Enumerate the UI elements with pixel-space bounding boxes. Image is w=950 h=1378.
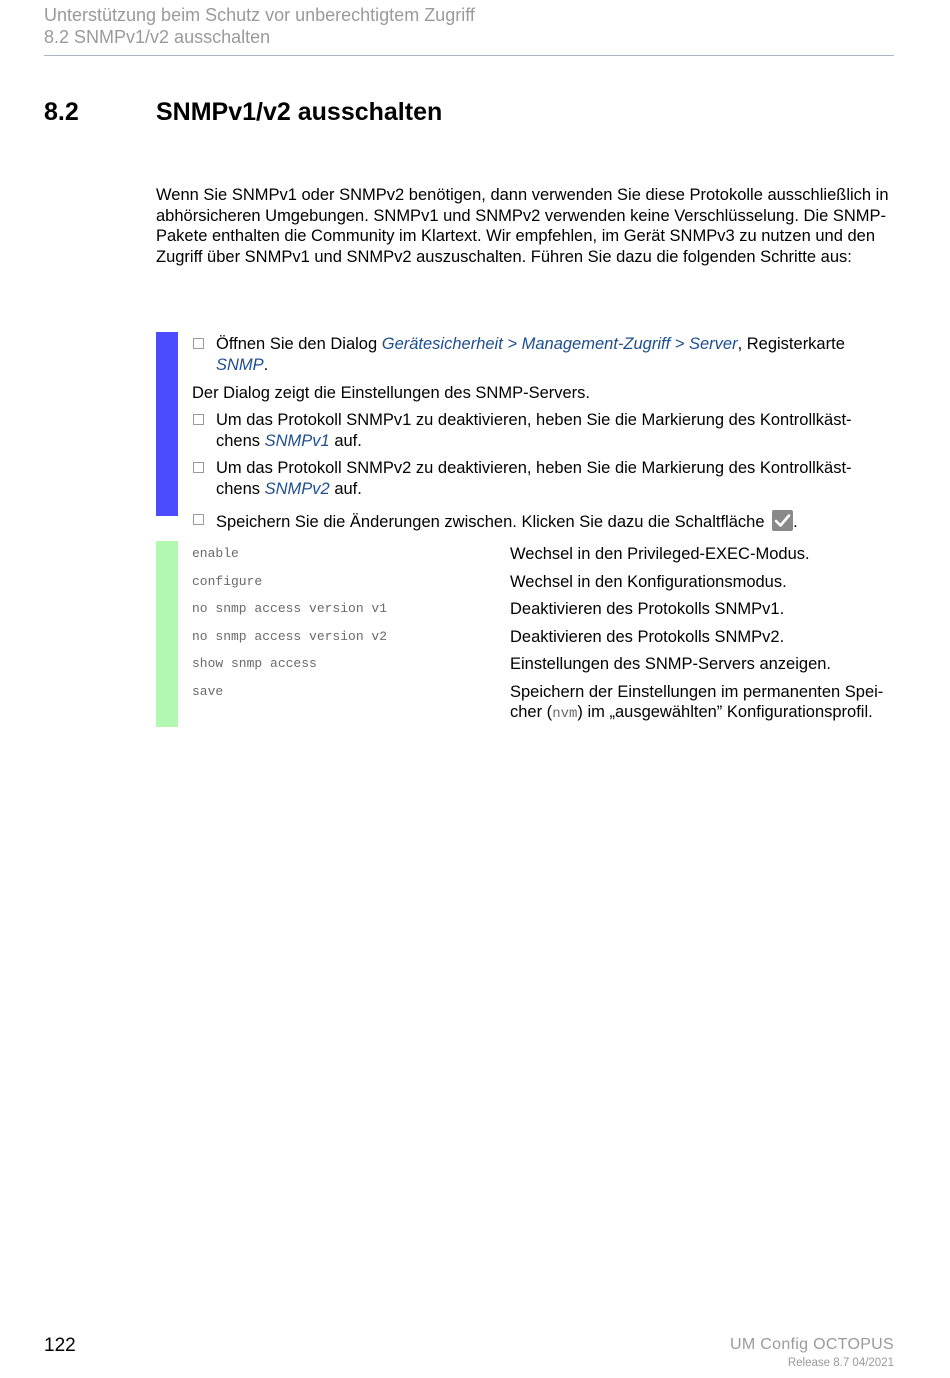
cli-description: Wechsel in den Konfigurationsmodus.	[510, 572, 787, 591]
desc-text: ) im „ausgewählten” Konfigurationsprofil.	[577, 703, 873, 721]
checkbox-icon	[193, 338, 204, 349]
cli-row	[192, 544, 897, 572]
step-text: .	[793, 513, 798, 531]
cli-description: Deaktivieren des Protokolls SNMPv1.	[510, 600, 785, 618]
cli-table	[192, 544, 897, 726]
cli-command: no snmp access version v2	[192, 628, 388, 644]
instructions-marker-bar	[156, 332, 178, 516]
footer-document-name: UM Config OCTOPUS	[730, 1336, 894, 1353]
cli-description: Wechsel in den Privileged-EXEC-Modus.	[510, 545, 810, 563]
step-text: auf.	[329, 480, 362, 498]
desc-text: Speichern der Einstellungen im permanenten Spei-cher (	[510, 682, 884, 721]
cli-row	[192, 599, 897, 627]
footer-info	[730, 1336, 894, 1369]
cli-row	[192, 682, 897, 726]
page-number: 122	[44, 1335, 76, 1356]
cli-row	[192, 572, 897, 600]
header-rule	[44, 55, 894, 56]
cli-command: enable	[192, 546, 239, 561]
inline-code: nvm	[552, 706, 578, 722]
cli-description	[510, 682, 900, 725]
checkbox-icon	[193, 462, 204, 473]
cli-command: save	[192, 683, 224, 699]
step-disable-snmpv1	[192, 410, 892, 452]
step-text: auf.	[329, 432, 362, 450]
tab-name: SNMP	[216, 356, 264, 374]
cli-row	[192, 654, 897, 682]
section-number: 8.2	[44, 98, 79, 126]
checkbox-icon	[193, 414, 204, 425]
cli-description: Einstellungen des SNMP-Servers anzeigen.	[510, 655, 832, 673]
step-text: .	[263, 356, 269, 374]
checkmark-button-icon	[772, 510, 793, 531]
step-text: , Registerkarte	[737, 335, 845, 353]
intro-paragraph: Wenn Sie SNMPv1 oder SNMPv2 benötigen, dann verwenden Sie diese Protokolle ausschließlich in abhörsicheren Umgebungen. SNMPv1 und SNMPv2 verwenden keine Verschlüsselung. Die SNMP-Pakete enthalten die Community im Klartext. Wir empfehlen, im Gerät SNMPv3 zu nutzen und den Zugriff über SNMPv1 und SNMPv2 auszuschalten. Führen Sie dazu die folgenden Schritte aus:	[156, 186, 889, 266]
step-text: Um das Protokoll SNMPv1 zu deaktivieren, heben Sie die Markierung des Kontrollkäst-chens	[216, 411, 852, 450]
dialog-path: Gerätesicherheit > Management-Zugriff > Server	[381, 335, 738, 353]
header-section: 8.2 SNMPv1/v2 ausschalten	[44, 27, 271, 47]
footer-release: Release 8.7 04/2021	[787, 1357, 894, 1369]
header-chapter: Unterstützung beim Schutz vor unberechtigtem Zugriff	[44, 5, 475, 25]
cli-marker-bar	[156, 541, 178, 727]
checkbox-label-snmpv1: SNMPv1	[264, 432, 330, 450]
running-header	[44, 4, 894, 48]
step-text: Öffnen Sie den Dialog	[216, 335, 382, 353]
cli-command: show snmp access	[192, 656, 317, 671]
cli-command: no snmp access version v1	[192, 601, 388, 616]
dialog-info-text: Der Dialog zeigt die Einstellungen des SNMP-Servers.	[192, 384, 591, 402]
cli-description: Deaktivieren des Protokolls SNMPv2.	[510, 627, 785, 646]
step-text: Speichern Sie die Änderungen zwischen. Klicken Sie dazu die Schaltfläche	[216, 513, 770, 531]
instruction-steps	[192, 334, 892, 533]
step-save	[192, 510, 892, 533]
checkbox-label-snmpv2: SNMPv2	[264, 480, 330, 498]
step-open-dialog	[192, 334, 892, 376]
checkbox-icon	[193, 514, 204, 525]
cli-row	[192, 627, 897, 655]
step-text: Um das Protokoll SNMPv2 zu deaktivieren, heben Sie die Markierung des Kontrollkäst-chens	[216, 459, 852, 498]
cli-command: configure	[192, 573, 263, 589]
step-disable-snmpv2	[192, 458, 892, 500]
section-title: SNMPv1/v2 ausschalten	[156, 98, 443, 126]
